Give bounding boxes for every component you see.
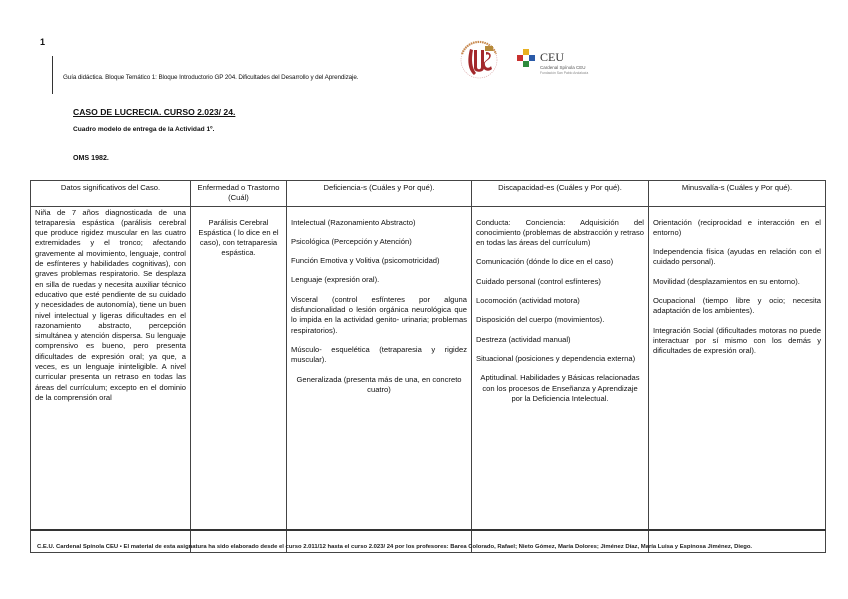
activity-table xyxy=(30,180,826,553)
minusvalia-item: Independencia física (ayudas en relación con el cuidado personal). xyxy=(653,247,821,267)
cell-enfermedad xyxy=(191,206,287,552)
cell-minusvalias xyxy=(649,206,826,552)
discapacidad-item: Destreza (actividad manual) xyxy=(476,334,571,344)
header-divider xyxy=(52,56,53,94)
column-header-minusvalias: Minusvalía-s (Cuáles y Por qué). xyxy=(649,181,826,207)
column-header-enfermedad: Enfermedad o Trastorno (Cuál) xyxy=(191,181,287,207)
column-header-deficiencias: Deficiencia-s (Cuáles y Por qué). xyxy=(287,181,472,207)
datos-text: Niña de 7 años diagnosticada de una tetraparesia espástica (parálisis cerebral que produce rigidez muscular en las cuatro extremidades y el tronco; afectando gravemente al movimiento, lenguaje, control de esfínteres y habilidades cognitivas), con graves problemas respiratorio. Se desplaza en silla de ruedas y necesita auxiliar técnico educativo que esté pendiente de su cuidado y necesidades de autonomía), tiene un buen nivel intelectual y ligeras dificultades en el razonamiento abstracto, percepción simultánea y atención dispersa. Su lenguaje comprensivo es bueno, pero presenta dificultades de expresión oral; ya que, a veces, es un lenguaje ininteligible. A nivel curricular presenta un retraso en todas las áreas del currículum; excepto en el dominio de la comprensión oral xyxy=(35,207,186,402)
deficiencia-item-generalizada: Generalizada (presenta más de una, en concreto cuatro) xyxy=(296,374,462,394)
ceu-cross-icon xyxy=(516,48,536,68)
page-number: 1 xyxy=(40,37,46,47)
table-header-row xyxy=(31,181,826,207)
deficiencia-item: Función Emotiva y Volitiva (psicomotricidad) xyxy=(291,256,440,266)
discapacidad-item-aptitudinal: Aptitudinal. Habilidades y Básicas relacionadas con los procesos de Enseñanza y Aprendizaje por la Deficiencia Intelectual. xyxy=(480,373,640,403)
cell-datos xyxy=(31,206,191,552)
footer-credits: C.E.U. Cardenal Spínola CEU • El material de esta asignatura ha sido elaborado desde el curso 2.011/12 hasta el curso 2.023/ 24 por los profesores: Barea Colorado, Rafael; Nieto Gómez, María Dolores; Jiménez Díaz, María Luisa y Espinosa Jiménez, Diego. xyxy=(37,544,753,550)
enfermedad-text: Parálisis Cerebral Espástica ( lo dice en el caso), con tetraparesia espástica. xyxy=(198,217,279,258)
deficiencia-item: Intelectual (Razonamiento Abstracto) xyxy=(291,217,416,227)
ceu-wordmark: CEU xyxy=(540,50,564,64)
document-title: CASO DE LUCRECIA. CURSO 2.023/ 24. xyxy=(73,107,236,117)
discapacidad-item: Conducta: Conciencia: Adquisición del conocimiento (problemas de abstracción y retraso en todas las áreas del currículum) xyxy=(476,217,644,248)
discapacidad-item: Locomoción (actividad motora) xyxy=(476,296,580,306)
ceu-subtitle-2: Fundación San Pablo Andalucía xyxy=(540,71,589,75)
minusvalia-item: Orientación (reciprocidad e interacción en el entorno) xyxy=(653,217,821,237)
ceu-subtitle: Cardenal Spínola CEU xyxy=(540,65,586,70)
deficiencia-item: Visceral (control esfínteres por alguna disfuncionalidad o lesión orgánica neurológica que lo impida en la actividad genito- urinaria; problemas respiratorios). xyxy=(291,294,467,335)
cell-deficiencias xyxy=(287,206,472,552)
ceu-logo xyxy=(516,46,608,78)
minusvalia-item: Integración Social (dificultades motoras no puede interactuar por sí mismo con los demás y dificultades de expresión oral). xyxy=(653,325,821,356)
oms-label: OMS 1982. xyxy=(73,154,109,162)
document-subtitle: Cuadro modelo de entrega de la Actividad 1º. xyxy=(73,126,215,133)
deficiencia-item: Lenguaje (expresión oral). xyxy=(291,275,380,285)
deficiencia-item: Músculo- esquelética (tetraparesia y rigidez muscular). xyxy=(291,344,467,365)
discapacidad-item: Disposición del cuerpo (movimientos). xyxy=(476,315,605,325)
header-guide-text: Guía didáctica. Bloque Temático 1: Bloque Introductorio GP 204. Dificultades del Desarrollo y del Aprendizaje. xyxy=(63,74,359,81)
discapacidad-item: Situacional (posiciones y dependencia externa) xyxy=(476,353,636,363)
cell-discapacidades xyxy=(472,206,649,552)
bottom-divider xyxy=(30,529,826,531)
deficiencia-item: Psicológica (Percepción y Atención) xyxy=(291,236,412,246)
discapacidad-item: Cuidado personal (control esfínteres) xyxy=(476,276,601,286)
table-row xyxy=(31,206,826,552)
minusvalia-item: Movilidad (desplazamientos en su entorno). xyxy=(653,276,800,286)
university-seal-logo xyxy=(456,40,502,80)
discapacidad-item: Comunicación (dónde lo dice en el caso) xyxy=(476,257,614,267)
minusvalia-item: Ocupacional (tiempo libre y ocio; necesita adaptación de los ambientes). xyxy=(653,296,821,316)
column-header-discapacidades: Discapacidad-es (Cuáles y Por qué). xyxy=(472,181,649,207)
column-header-datos: Datos significativos del Caso. xyxy=(31,181,191,207)
